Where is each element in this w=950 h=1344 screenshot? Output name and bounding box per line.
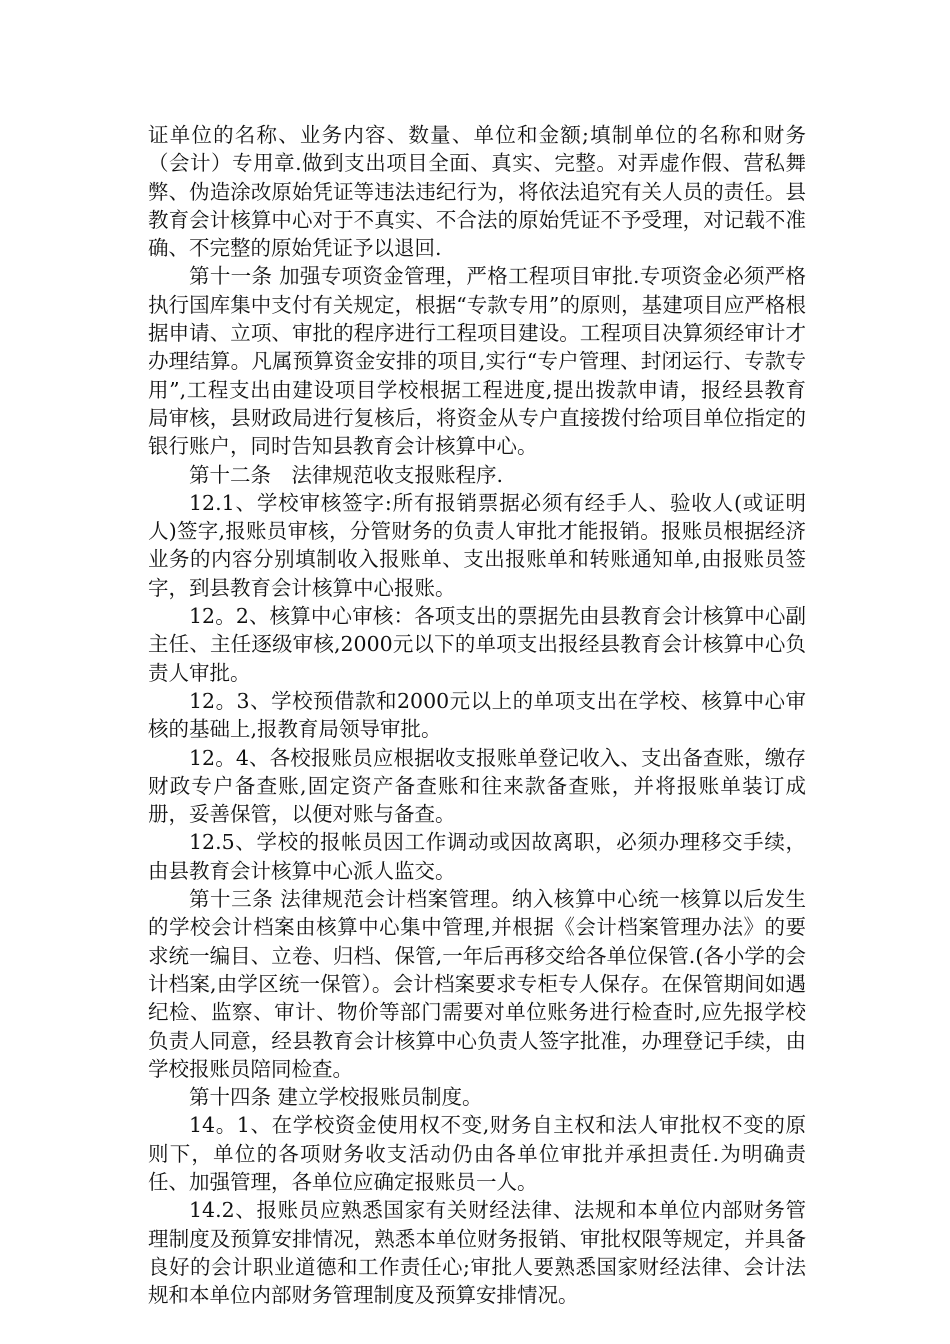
paragraph-12-1: 12.1、学校审核签字:所有报销票据必须有经手人、验收人(或证明人)签字,报账员审核，分管财务的负责人审批才能报销。报账员根据经济业务的内容分别填制收入报账单、支出报账单和转账通知单,由报账员签字，到县教育会计核算中心报账。 [148,490,806,600]
paragraph-12-3: 12。3、学校预借款和2000元以上的单项支出在学校、核算中心审核的基础上,报教育局领导审批。 [148,688,806,742]
paragraph-1: 证单位的名称、业务内容、数量、单位和金额;填制单位的名称和财务（会计）专用章.做到支出项目全面、真实、完整。对弄虚作假、营私舞弊、伪造涂改原始凭证等违法违纪行为，将依法追究有关人员的责任。县教育会计核算中心对于不真实、不合法的原始凭证不予受理，对记载不准确、不完整的原始凭证予以退回. [148,123,806,261]
paragraph-14-2: 14.2、报账员应熟悉国家有关财经法律、法规和本单位内部财务管理制度及预算安排情况，熟悉本单位财务报销、审批权限等规定，并具备良好的会计职业道德和工作责任心;审批人要熟悉国家财经法律、会计法规和本单位内部财务管理制度及预算安排情况。 [148,1198,806,1308]
paragraph-article-12-heading: 第十二条 法律规范收支报账程序. [189,462,504,487]
document-body [148,121,806,1309]
paragraph-12-2: 12。2、核算中心审核：各项支出的票据先由县教育会计核算中心副主任、主任逐级审核,2000元以下的单项支出报经县教育会计核算中心负责人审批。 [148,604,806,685]
paragraph-14-1: 14。1、在学校资金使用权不变,财务自主权和法人审批权不变的原则下，单位的各项财务收支活动仍由各单位审批并承担责任.为明确责任、加强管理，各单位应确定报账员一人。 [148,1113,806,1194]
paragraph-article-11: 第十一条 加强专项资金管理，严格工程项目审批.专项资金必须严格执行国库集中支付有关规定，根据“专款专用”的原则，基建项目应严格根据申请、立项、审批的程序进行工程项目建设。工程项目决算须经审计才办理结算。凡属预算资金安排的项目,实行“专户管理、封闭运行、专款专用”,工程支出由建设项目学校根据工程进度,提出拨款申请，报经县教育局审核，县财政局进行复核后，将资金从专户直接拨付给项目单位指定的银行账户，同时告知县教育会计核算中心。 [148,264,806,459]
paragraph-article-13: 第十三条 法律规范会计档案管理。纳入核算中心统一核算以后发生的学校会计档案由核算中心集中管理,并根据《会计档案管理办法》的要求统一编目、立卷、归档、保管,一年后再移交给各单位保管.(各小学的会计档案,由学区统一保管）。会计档案要求专柜专人保存。在保管期间如遇纪检、监察、审计、物价等部门需要对单位账务进行检查时,应先报学校负责人同意，经县教育会计核算中心负责人签字批准，办理登记手续，由学校报账员陪同检查。 [148,887,806,1081]
paragraph-article-14-heading: 第十四条 建立学校报账员制度。 [189,1085,483,1110]
paragraph-12-4: 12。4、各校报账员应根据收支报账单登记收入、支出备查账，缴存财政专户备查账,固定资产备查账和往来款备查账，并将报账单装订成册，妥善保管，以便对账与备查。 [148,745,806,827]
paragraph-12-5: 12.5、学校的报帐员因工作调动或因故离职，必须办理移交手续，由县教育会计核算中心派人监交。 [148,830,806,883]
